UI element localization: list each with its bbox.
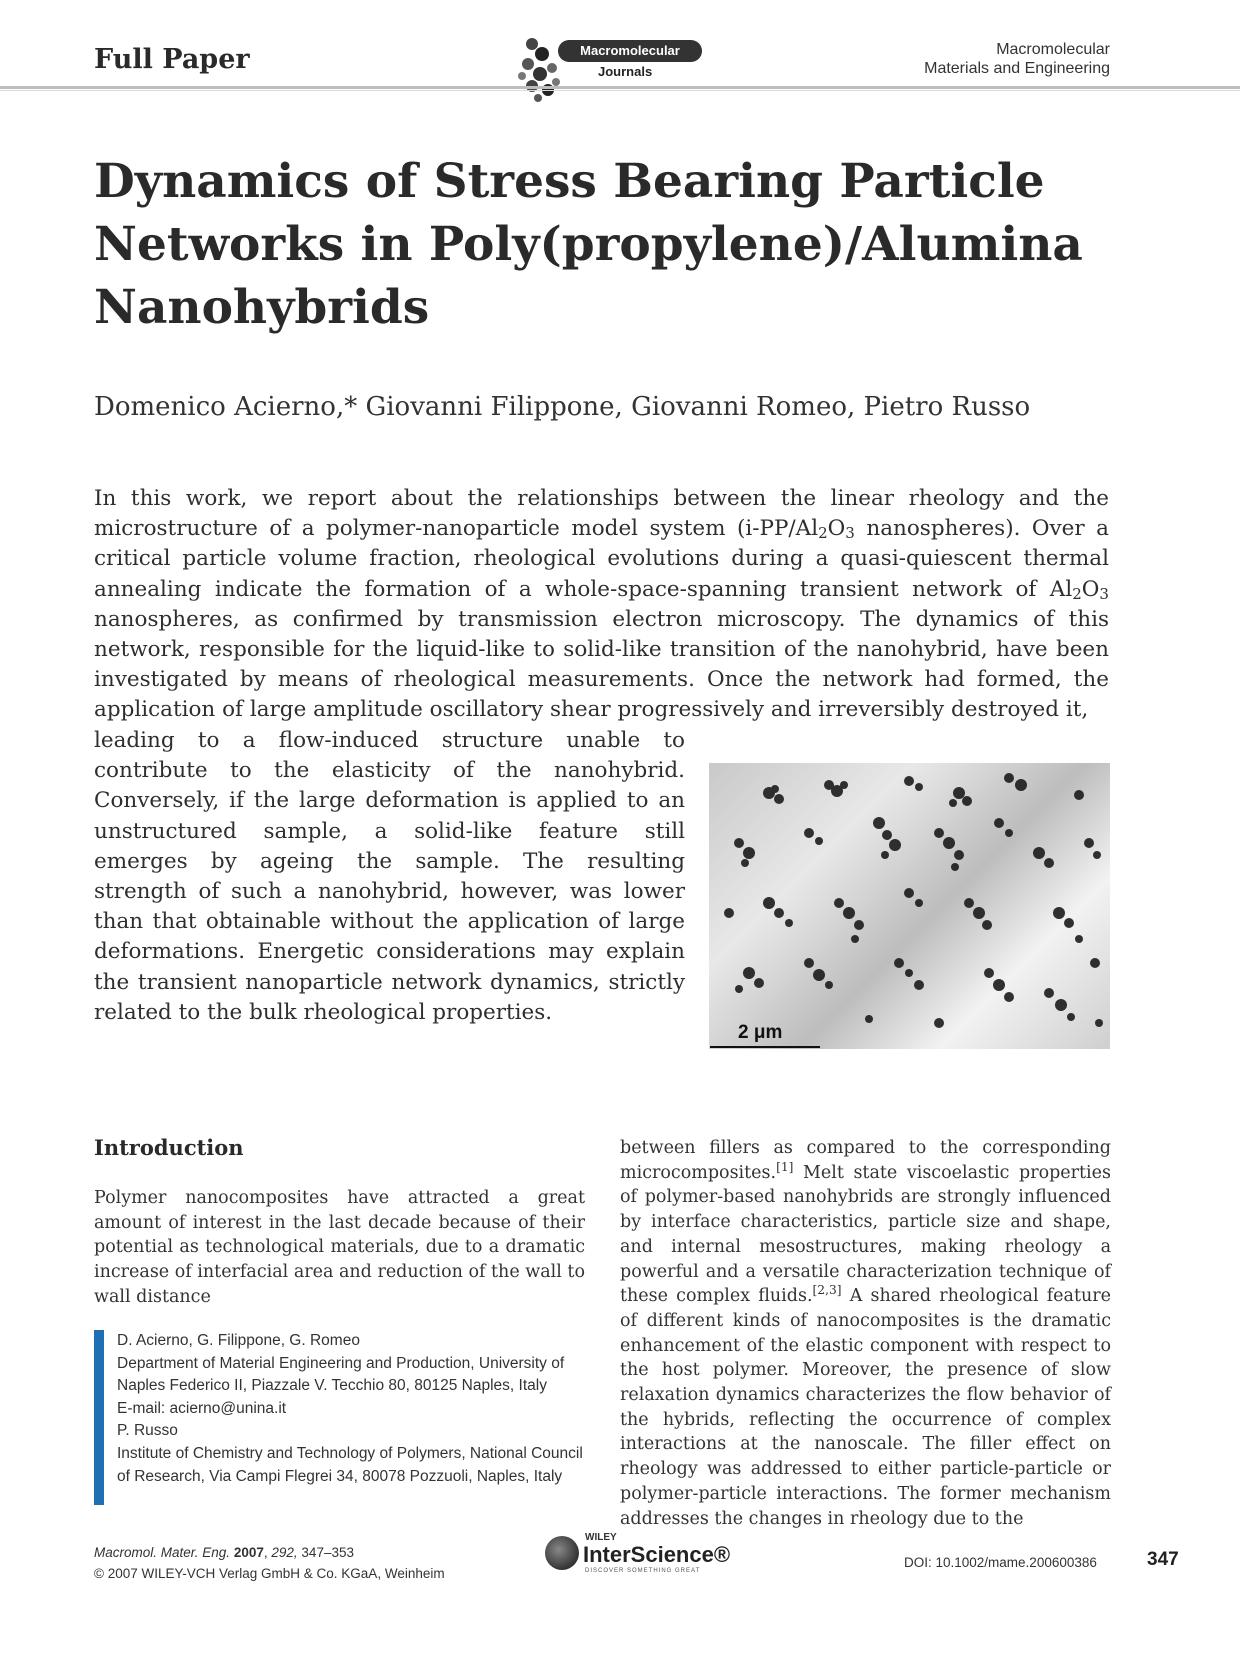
footer-volume: 292, (271, 1545, 298, 1560)
logo-title: Macromolecular (558, 40, 702, 62)
abstract-text: O (827, 516, 846, 542)
journal-name-line2: Materials and Engineering (924, 60, 1110, 77)
logo-subtitle: Journals (598, 64, 653, 79)
affiliation-accent-bar (94, 1330, 104, 1505)
subscript: 3 (1099, 584, 1109, 603)
affiliation-email[interactable]: E-mail: acierno@unina.it (117, 1399, 287, 1417)
affiliation-line: P. Russo (117, 1422, 178, 1440)
citation[interactable]: [1] (776, 1159, 794, 1174)
article-title (94, 150, 1094, 339)
title-line: Dynamics of Stress Bearing Particle (94, 154, 1045, 209)
abstract-text: O (1081, 576, 1100, 602)
footer-journal-line: Macromol. Mater. Eng. 2007, 292, 347–353 (94, 1545, 354, 1560)
header-divider-thin (0, 90, 1240, 91)
abstract-text: In this work, we report about the relationships between the linear rheology and the microstructure of a polymer-nanoparticle model system (i-PP/Al (94, 486, 1109, 542)
introduction-right-column (620, 1136, 1111, 1531)
affiliation-line: Institute of Chemistry and Technology of Polymers, National Council of Research, Via Campi Flegrei 34, 80078 Pozzuoli, Naples, Italy (117, 1444, 583, 1485)
footer-year: 2007 (233, 1545, 264, 1560)
scale-bar-label: 2 μm (738, 1022, 783, 1043)
citation[interactable]: [2,3] (812, 1283, 842, 1298)
abstract-text: nanospheres). Over a critical particle volume fraction, rheological evolutions during a quasi-quiescent thermal annealing indicate the formation of a whole-space-spanning transient network of Al (94, 516, 1109, 602)
abstract-text: nanospheres, as confirmed by transmission electron microscopy. The dynamics of this network, responsible for the liquid-like to solid-like transition of the nanohybrid, have been investigated by means of rheological measurements. Once the network had formed, the application of large amplitude oscillatory shear progressively and irreversibly destroyed it, (94, 606, 1109, 723)
macromolecular-journals-logo (510, 24, 700, 108)
abstract-narrow: leading to a flow-induced structure unable to contribute to the elasticity of the nanohybrid. Conversely, if the large deformation is applied to an unstructured sample, a solid-like feature still emerges by ageing the sample. The resulting strength of such a nanohybrid, however, was lower than that obtainable without the application of large deformations. Energetic considerations may explain the transient nanoparticle network dynamics, strictly related to the bulk rheological properties. (94, 728, 685, 1025)
molecule-icon (510, 24, 570, 108)
author-list: Domenico Acierno,* Giovanni Filippone, Giovanni Romeo, Pietro Russo (94, 392, 1031, 422)
footer-copyright: © 2007 WILEY-VCH Verlag GmbH & Co. KGaA, Weinheim (94, 1566, 445, 1581)
footer-pages: 347–353 (301, 1545, 354, 1560)
subscript: 2 (1072, 584, 1082, 603)
page-number: 347 (1147, 1549, 1179, 1570)
tem-micrograph (709, 763, 1110, 1049)
subscript: 3 (845, 524, 855, 543)
journal-name (924, 40, 1110, 78)
journal-name-line1: Macromolecular (996, 41, 1110, 58)
subscript: 2 (818, 524, 828, 543)
footer-citation (94, 1542, 445, 1584)
title-line: Networks in Poly(propylene)/Alumina (94, 217, 1083, 272)
interscience-logo (545, 1530, 731, 1576)
body-text: A shared rheological feature of different kinds of nanocomposites is the dramatic enhancement of the elastic component with respect to the host polymer. Moreover, the presence of slow relaxation dynamics characterizes the flow behavior of the hybrids, reflecting the occurrence of complex interactions at the nanoscale. The filler effect on rheology was addressed to either particle-particle or polymer-particle interactions. The former mechanism addresses the changes in rheology due to the (620, 1286, 1111, 1529)
body-text: between fillers as compared to the corresponding microcomposites. (620, 1138, 1111, 1183)
body-text: Melt state viscoelastic properties of polymer-based nanohybrids are strongly influenced by interface characteristics, particle size and shape, and internal mesostructures, making rheology a powerful and a versatile characterization technique of these complex fluids. (620, 1162, 1111, 1307)
globe-icon (545, 1536, 579, 1570)
publisher-brand: InterScience® (583, 1542, 731, 1567)
affiliation-block (117, 1330, 587, 1488)
introduction-left-column: Polymer nanocomposites have attracted a great amount of interest in the last decade because of their potential as technological materials, due to a dramatic increase of interfacial area and reduction of the wall to wall distance (94, 1188, 585, 1307)
footer-journal: Macromol. Mater. Eng. (94, 1545, 231, 1560)
introduction-heading: Introduction (94, 1135, 244, 1160)
header-divider (0, 86, 1240, 89)
affiliation-line: D. Acierno, G. Filippone, G. Romeo (117, 1332, 360, 1349)
footer-doi[interactable]: DOI: 10.1002/mame.200600386 (904, 1555, 1097, 1570)
abstract-full-width (94, 484, 1109, 726)
affiliation-line: Department of Material Engineering and Production, University of Naples Federico II, Piazzale V. Tecchio 80, 80125 Naples, Italy (117, 1354, 565, 1395)
publisher-tagline: DISCOVER SOMETHING GREAT (585, 1568, 701, 1574)
scale-bar (710, 1046, 820, 1048)
nanoparticle-clusters (709, 763, 1110, 1049)
title-line: Nanohybrids (94, 280, 430, 335)
section-label: Full Paper (94, 44, 250, 75)
publisher-small: WILEY (585, 1532, 617, 1543)
